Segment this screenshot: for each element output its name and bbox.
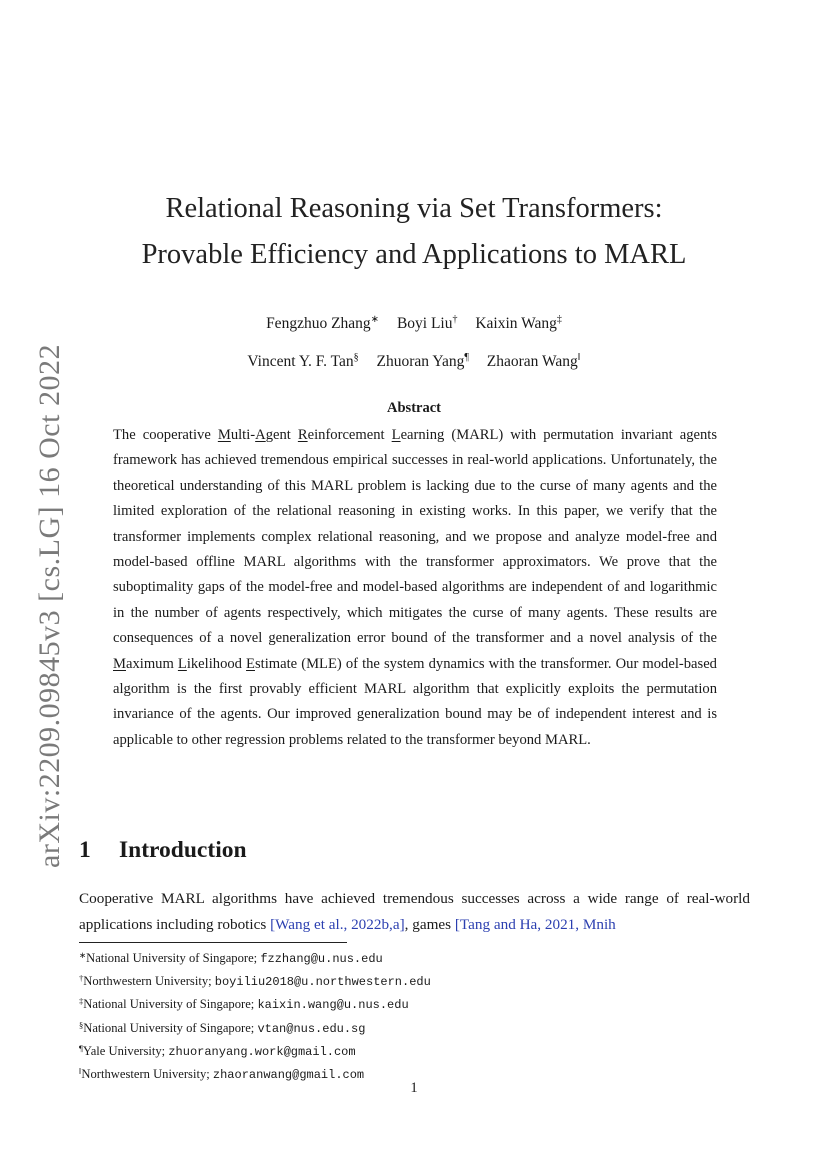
author-row-2 [0,341,828,379]
email-link[interactable]: fzzhang@u.nus.edu [260,952,383,966]
footnote: ∗National University of Singapore; fzzhang@u.nus.edu [79,950,383,966]
email-link[interactable]: kaixin.wang@u.nus.edu [257,998,409,1013]
author: Fengzhuo Zhang∗ [266,314,380,332]
footnote: ‖Northwestern University; zhaoranwang@gmail.com [79,1066,365,1083]
email-link[interactable]: zhaoranwang@gmail.com [212,1068,365,1083]
email-link[interactable]: boyiliu2018@u.northwestern.edu [214,975,431,990]
page-number: 1 [410,1080,418,1096]
abstract-heading: Abstract [387,400,441,416]
paper-title [0,186,828,278]
section-title: Introduction [119,837,247,863]
arxiv-identifier-stamp: arXiv:2209.09845v3 [cs.LG] 16 Oct 2022 [33,344,66,868]
author-row-1 [0,303,828,341]
introduction-paragraph: Cooperative MARL algorithms have achieved tremendous successes across a wide range of real-world applications including robotics [Wang et al., 2022b,a], games [Tang and Ha, 2021, Mnih [79,890,750,933]
author: Boyi Liu† [396,314,458,332]
email-link[interactable]: zhuoranyang.work@gmail.com [168,1044,356,1059]
email-link[interactable]: vtan@nus.edu.sg [257,1021,366,1036]
author-list [0,303,828,379]
section-number: 1 [79,837,91,863]
author: Kaixin Wang‡ [475,314,562,332]
footnote-rule [79,942,347,943]
author: Vincent Y. F. Tan§ [247,352,359,370]
footnotes [79,946,759,1085]
footnote: †Northwestern University; boyiliu2018@u.northwestern.edu [79,973,431,990]
footnote: ‡National University of Singapore; kaixin.wang@u.nus.edu [79,996,409,1013]
author: Zhuoran Yang¶ [376,352,469,370]
citation-link[interactable]: [Wang et al., 2022b,a] [270,916,405,933]
footnote: §National University of Singapore; vtan@nus.edu.sg [79,1019,366,1036]
title-line-2: Provable Efficiency and Applications to MARL [141,239,687,270]
title-line-1: Relational Reasoning via Set Transformers: [165,193,663,224]
section-heading-introduction [79,837,247,864]
abstract-text: The cooperative Multi-Agent Reinforcement Learning (MARL) with permutation invariant agents framework has achieved tremendous empirical successes in real-world applications. Unfortunately, the theoretical understanding of this MARL problem is lacking due to the curse of many agents and the limited exploration of the relational reasoning in existing works. In this paper, we verify that the transformer implements complex relational reasoning, and we propose and analyze model-free and model-based offline MARL algorithms with the transformer approximators. We prove that the suboptimality gaps of the model-free and model-based algorithms are independent of and logarithmic in the number of agents respectively, which mitigates the curse of many agents. These results are consequences of a novel generalization error bound of the transformer and a novel analysis of the Maximum Likelihood Estimate (MLE) of the system dynamics with the transformer. Our model-based algorithm is the first provably efficient MARL algorithm that explicitly exploits the permutation invariance of the agents. Our improved generalization bound may be of independent interest and is applicable to other regression problems related to the transformer beyond MARL. [113,427,718,748]
author: Zhaoran Wang‖ [486,352,581,370]
citation-link[interactable]: [Tang and Ha, 2021, Mnih [454,916,616,933]
footnote: ¶Yale University; zhuoranyang.work@gmail.com [79,1042,356,1059]
